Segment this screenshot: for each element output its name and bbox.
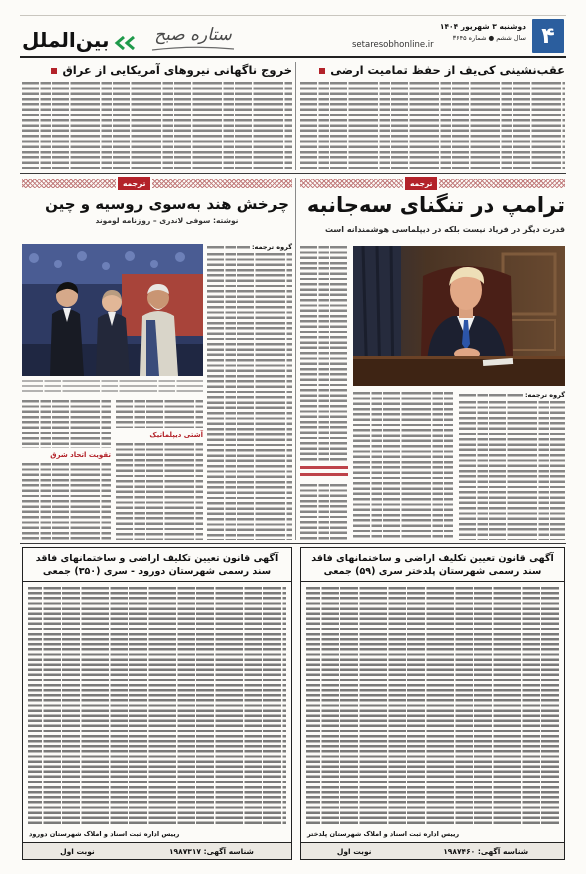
column-divider	[295, 178, 296, 540]
trump-article-lead: گروه ترجمه:	[524, 391, 565, 399]
website-address: setaresobhonline.ir	[352, 40, 434, 50]
column-divider	[295, 62, 296, 170]
notice-body-text	[306, 587, 559, 826]
notice-title: آگهی قانون تعیین تکلیف اراضی و ساختمانهای فاقد سند رسمی شهرستان دورود - سری (۳۵۰) جمعی	[23, 548, 291, 582]
logo-text: ستاره صبح	[154, 25, 232, 45]
issue-number: سال ششم ● شماره ۳۶۴۵	[452, 34, 526, 42]
notice-id: شناسه آگهی: ۱۹۸۷۴۶۰	[443, 846, 529, 856]
trump-article-body-text	[353, 392, 453, 540]
double-chevron-left-icon	[114, 36, 136, 50]
trump-article-body-text	[300, 246, 348, 462]
india-article-body-text	[22, 463, 111, 540]
legal-notice-dorud	[22, 547, 292, 860]
story-body-text	[300, 82, 565, 170]
trump-article-headline: ترامپ در تنگنای سه‌جانبه	[306, 193, 565, 217]
lead-text	[459, 394, 523, 397]
india-article-lead: گروه ترجمه:	[251, 243, 292, 251]
headline-marker	[51, 68, 57, 74]
india-article-headline: چرخش هند به‌سوی روسیه و چین	[45, 195, 289, 213]
india-article-subheading: تقویت اتحاد شرق	[50, 451, 111, 459]
translation-ornament-strip	[22, 179, 292, 188]
page-number-badge: ۴	[532, 19, 564, 53]
trump-article-subhead: قدرت دیگر در فریاد نیست بلکه در دیپلماسی هوشمندانه است	[324, 225, 565, 234]
india-article-byline: نوشته: سوفی لاندری – روزنامه لوموند	[95, 216, 239, 225]
lead-row	[459, 392, 565, 399]
leaders-photo	[22, 244, 203, 376]
section-rule	[20, 543, 566, 544]
india-article-body-text	[116, 400, 203, 428]
notice-signature: رییس اداره ثبت اسناد و املاک شهرستان دورود	[29, 830, 180, 838]
top-rule	[20, 15, 566, 16]
india-article-lead-column	[207, 244, 292, 540]
trump-article-body-text	[459, 401, 565, 540]
trump-article-body-text	[300, 484, 348, 540]
notice-body-text	[28, 587, 286, 826]
story-head	[300, 62, 565, 79]
top-story-kyiv	[300, 62, 565, 170]
story-headline: خروج ناگهانی نیروهای آمریکایی از عراق	[62, 63, 292, 77]
notice-title: آگهی قانون تعیین تکلیف اراضی و ساختمانهای فاقد سند رسمی شهرستان پلدختر سری (۵۹) جمعی	[301, 548, 564, 582]
newspaper-logo	[146, 22, 240, 54]
legal-notice-poldokhtar	[300, 547, 565, 860]
translation-ornament-strip	[300, 179, 565, 188]
issue-date: دوشنبه ۳ شهریور ۱۴۰۴	[439, 22, 526, 31]
trump-article-red-subheading	[300, 466, 348, 480]
india-article-subheading: آشتی دیپلماتیک	[149, 431, 203, 439]
story-body-text	[22, 82, 292, 170]
india-article-body-text	[207, 253, 292, 540]
india-article-body-text	[22, 400, 111, 448]
notice-signature: رییس اداره ثبت اسناد و املاک شهرستان پلدختر	[307, 830, 460, 838]
lead-row	[207, 244, 292, 251]
lead-text	[207, 246, 250, 249]
notice-round: نوبت اول	[336, 846, 372, 856]
trump-photo	[353, 246, 565, 386]
translation-tag: ترجمه	[405, 177, 437, 190]
story-headline: عقب‌نشینی کی‌یف از حفظ تمامیت ارضی	[330, 63, 565, 77]
notice-id: شناسه آگهی: ۱۹۸۷۳۱۷	[168, 846, 254, 856]
photo-caption	[22, 380, 203, 395]
header-rule	[20, 56, 566, 58]
section-title: بین‌الملل	[22, 28, 110, 52]
story-head	[22, 62, 292, 79]
notice-footer	[23, 842, 291, 859]
section-rule	[20, 173, 566, 174]
trump-article-lead-column	[459, 392, 565, 540]
notice-round: نوبت اول	[60, 846, 95, 856]
headline-marker	[319, 68, 325, 74]
translation-tag: ترجمه	[118, 177, 150, 190]
notice-footer	[301, 842, 564, 859]
india-article-body-text	[116, 443, 203, 540]
top-story-iraq	[22, 62, 292, 170]
